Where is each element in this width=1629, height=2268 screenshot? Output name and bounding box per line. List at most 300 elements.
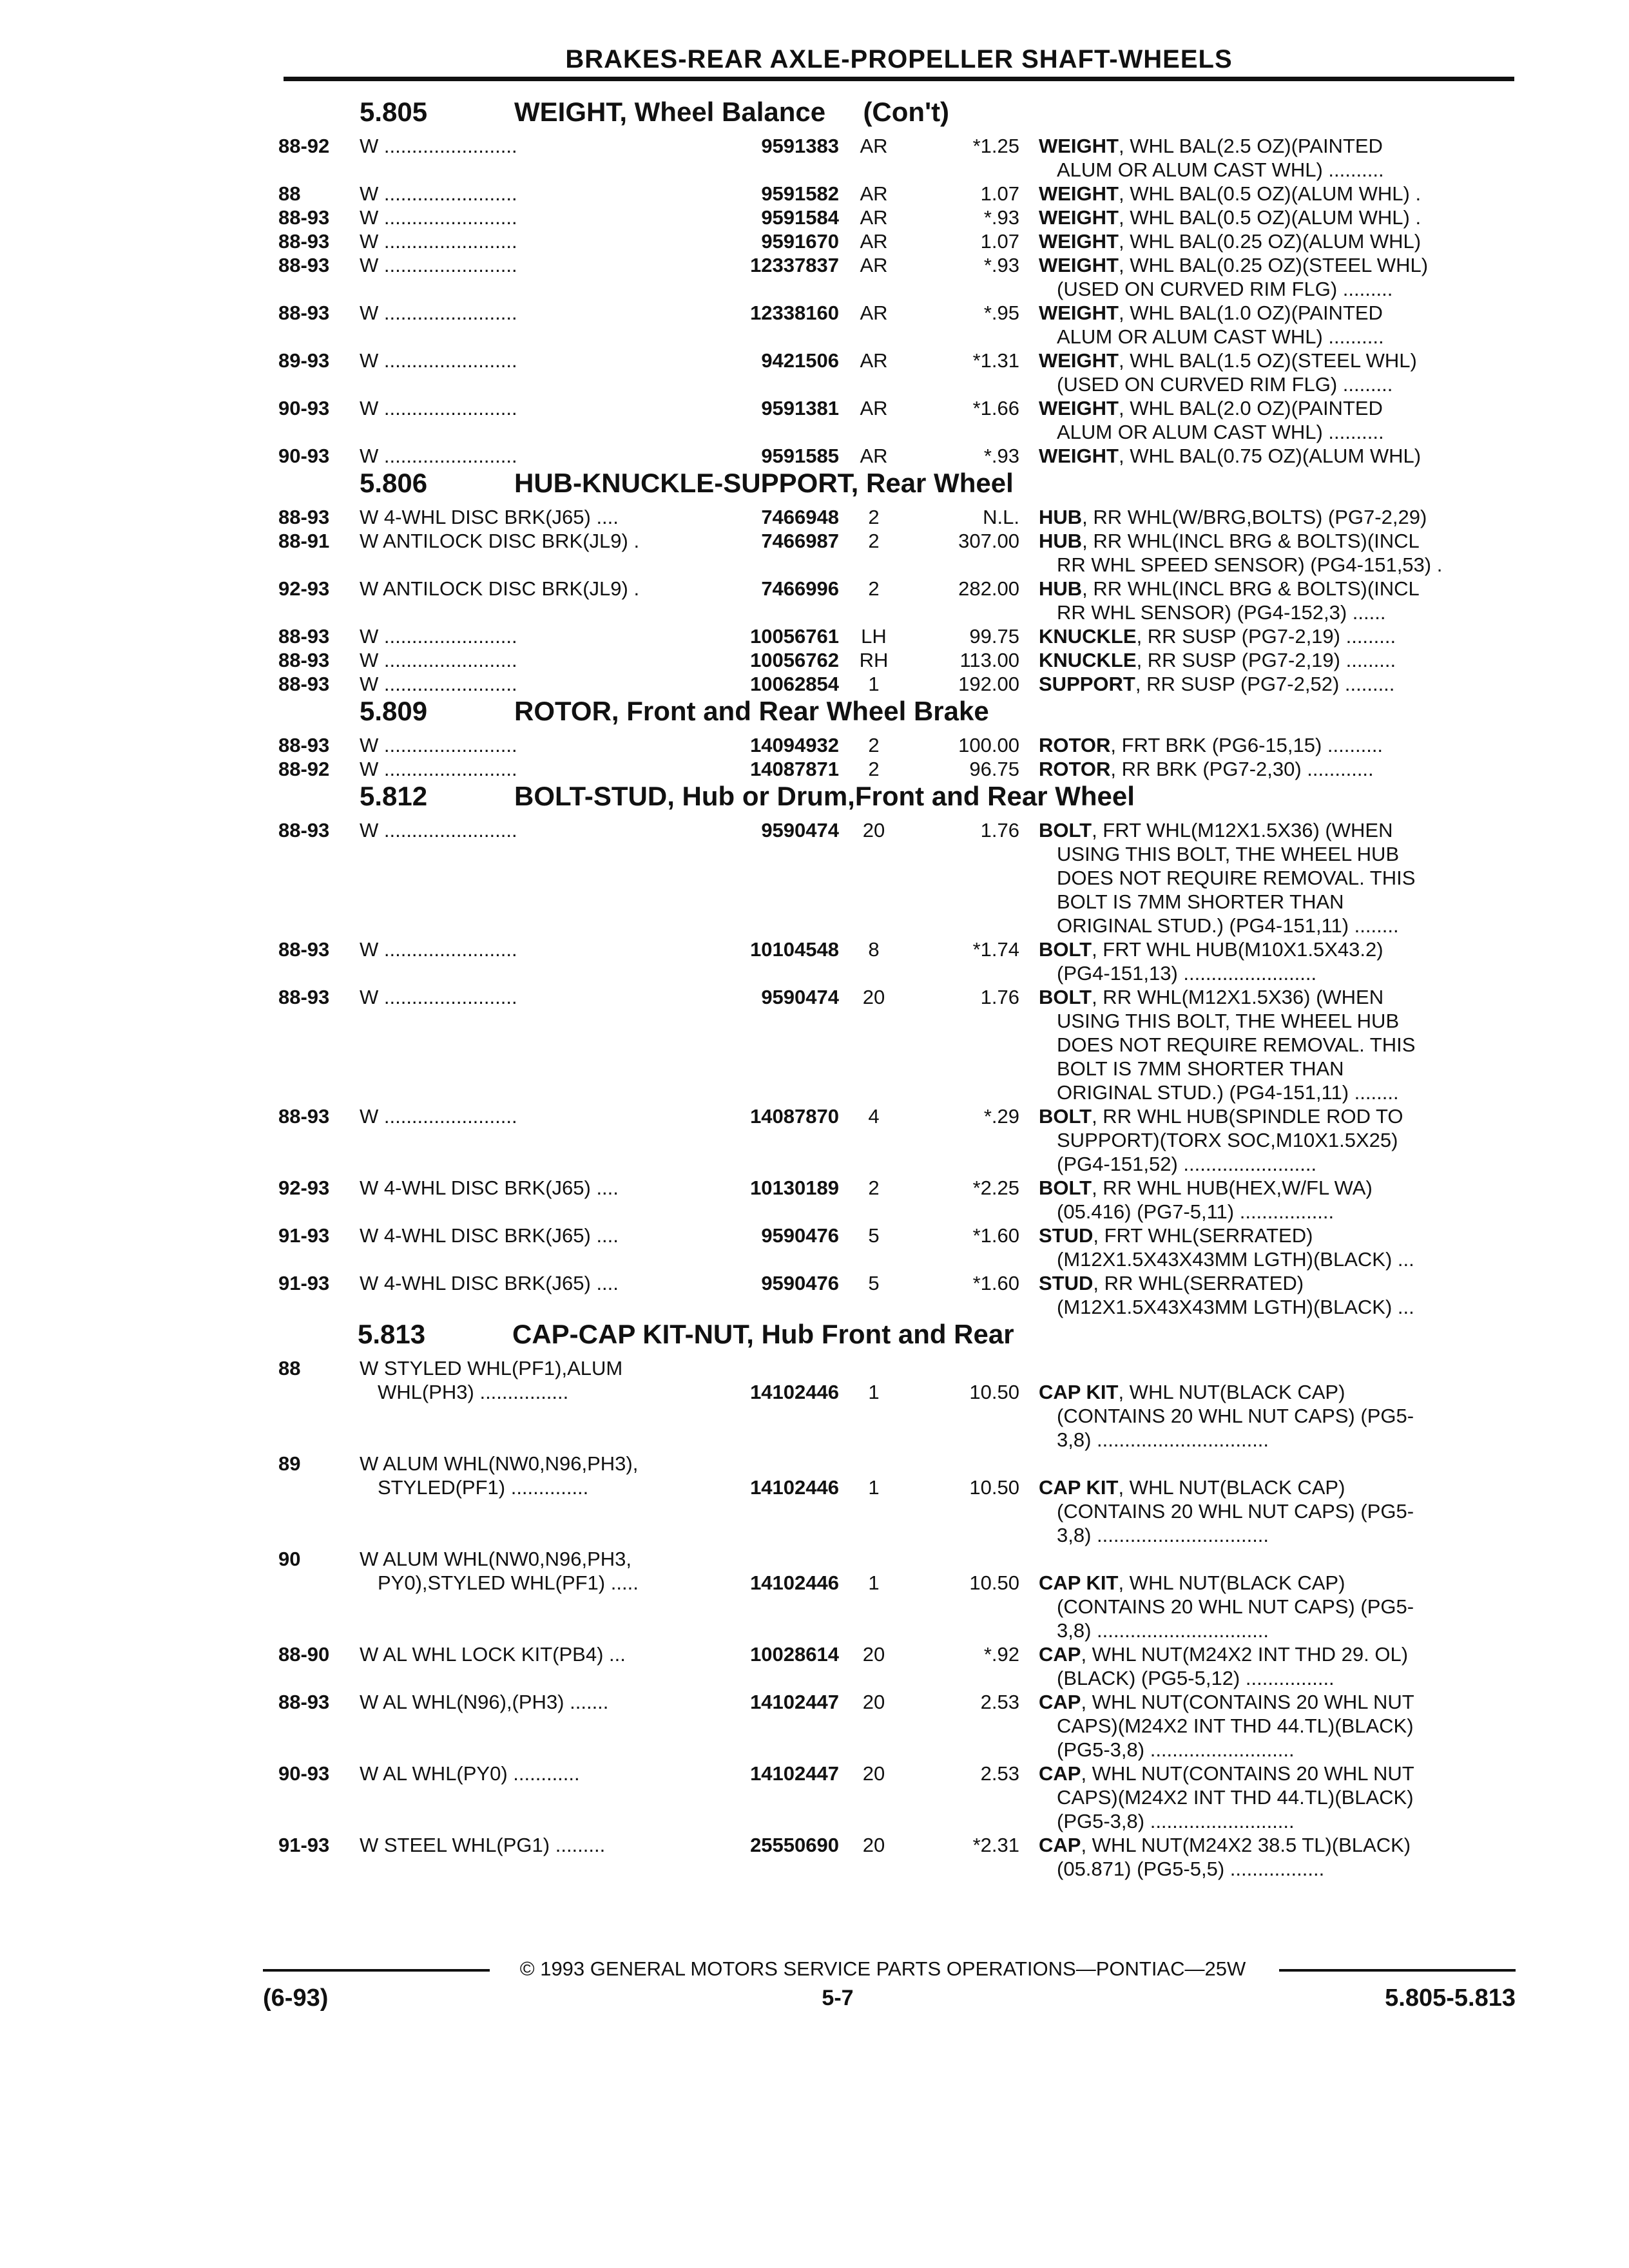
part-name-line: DOES NOT REQUIRE REMOVAL. THIS — [1057, 867, 1416, 889]
price: 10.50 — [969, 1381, 1019, 1403]
price: 1.76 — [980, 986, 1019, 1008]
part-name-line: (05.871) (PG5-5,5) ................. — [1057, 1858, 1325, 1880]
part-name — [1039, 1642, 1517, 1690]
price: *1.25 — [972, 135, 1019, 157]
part-number: 10130189 — [750, 1177, 839, 1199]
quantity: 5 — [868, 1272, 880, 1294]
price: *.93 — [983, 445, 1019, 467]
description-line: W ANTILOCK DISC BRK(JL9) . — [360, 577, 640, 600]
description-line: W ........................ — [360, 734, 517, 756]
quantity: 20 — [862, 1643, 885, 1666]
price: 1.07 — [980, 182, 1019, 205]
section-number: 5.813 — [358, 1319, 426, 1349]
part-number: 14094932 — [750, 734, 839, 756]
quantity: 2 — [868, 758, 880, 780]
part-name-keyword: CAP — [1039, 1691, 1081, 1713]
price: 100.00 — [958, 734, 1019, 756]
model-years: 88-93 — [278, 1691, 330, 1713]
description-line: W ........................ — [360, 673, 517, 695]
description-line: W ANTILOCK DISC BRK(JL9) . — [360, 530, 640, 552]
part-name-keyword: CAP KIT — [1039, 1381, 1119, 1403]
price: 307.00 — [958, 530, 1019, 552]
model-years: 90-93 — [278, 397, 330, 419]
part-number: 10028614 — [750, 1643, 839, 1666]
part-name — [1039, 182, 1517, 206]
part-name-line: HUB, RR WHL(INCL BRG & BOLTS)(INCL — [1039, 577, 1420, 600]
part-name — [1039, 396, 1517, 444]
part-name-line: ALUM OR ALUM CAST WHL) .......... — [1057, 325, 1384, 348]
application-description — [360, 757, 720, 781]
description-line: W ALUM WHL(NW0,N96,PH3), — [360, 1452, 639, 1475]
description-line: W 4-WHL DISC BRK(J65) .... — [360, 506, 619, 528]
part-name — [1039, 937, 1517, 985]
part-name-keyword: STUD — [1039, 1272, 1094, 1294]
description-line: W AL WHL(N96),(PH3) ....... — [360, 1691, 609, 1713]
model-years: 91-93 — [278, 1834, 330, 1856]
part-name-line: CAP, WHL NUT(CONTAINS 20 WHL NUT — [1039, 1762, 1414, 1785]
model-years: 88-93 — [278, 734, 330, 756]
quantity: 5 — [868, 1224, 880, 1247]
quantity: AR — [860, 302, 888, 324]
price: *1.60 — [972, 1272, 1019, 1294]
part-name-line: CAP, WHL NUT(CONTAINS 20 WHL NUT — [1039, 1691, 1414, 1713]
application-description — [360, 349, 720, 372]
section-number: 5.809 — [360, 696, 428, 726]
part-number: 10104548 — [750, 938, 839, 961]
section-number: 5.805 — [360, 97, 428, 127]
part-number: 7466948 — [761, 506, 839, 528]
model-years: 88-93 — [278, 506, 330, 528]
part-name-line: USING THIS BOLT, THE WHEEL HUB — [1057, 1010, 1400, 1032]
page-title: BRAKES-REAR AXLE-PROPELLER SHAFT-WHEELS — [284, 45, 1514, 81]
description-line: W ........................ — [360, 758, 517, 780]
part-name-line: 3,8) ............................... — [1057, 1428, 1269, 1451]
model-years: 88 — [278, 1357, 301, 1379]
footer-revision-date: (6-93) — [263, 1984, 329, 2012]
part-name — [1039, 985, 1517, 1104]
model-years: 88-93 — [278, 938, 330, 961]
part-name-keyword: BOLT — [1039, 1177, 1092, 1199]
price: 113.00 — [959, 649, 1019, 671]
part-name-keyword: CAP — [1039, 1762, 1081, 1785]
quantity: AR — [860, 230, 888, 253]
part-name — [1039, 1833, 1517, 1881]
part-name-line: ORIGINAL STUD.) (PG4-151,11) ........ — [1057, 914, 1399, 937]
part-name-keyword: ROTOR — [1039, 734, 1111, 756]
application-description — [360, 1176, 720, 1200]
part-name — [1039, 1176, 1517, 1224]
part-name-line: HUB, RR WHL(W/BRG,BOLTS) (PG7-2,29) — [1039, 506, 1427, 528]
price: 99.75 — [969, 625, 1019, 648]
part-name-line: SUPPORT, RR SUSP (PG7-2,52) ......... — [1039, 673, 1395, 695]
part-name-line: BOLT, RR WHL HUB(SPINDLE ROD TO — [1039, 1105, 1403, 1128]
quantity: AR — [860, 206, 888, 229]
price: 1.07 — [980, 230, 1019, 253]
model-years: 88-93 — [278, 625, 330, 648]
part-name-line: (05.416) (PG7-5,11) ................. — [1057, 1200, 1335, 1223]
part-name-line: CAPS)(M24X2 INT THD 44.TL)(BLACK) — [1057, 1715, 1414, 1737]
part-name-keyword: WEIGHT — [1039, 182, 1119, 205]
description-line: W ........................ — [360, 986, 517, 1008]
part-name — [1039, 1571, 1517, 1642]
part-name-keyword: CAP KIT — [1039, 1571, 1119, 1594]
part-number: 9421506 — [761, 349, 839, 372]
description-line: W ........................ — [360, 625, 517, 648]
part-name — [1039, 648, 1517, 672]
model-years: 88-93 — [278, 206, 330, 229]
part-name-line: BOLT, FRT WHL HUB(M10X1.5X43.2) — [1039, 938, 1383, 961]
price: *2.31 — [972, 1834, 1019, 1856]
part-number: 9590474 — [761, 819, 839, 841]
application-description — [360, 529, 720, 553]
model-years: 89 — [278, 1452, 301, 1475]
part-name-line: ORIGINAL STUD.) (PG4-151,11) ........ — [1057, 1081, 1399, 1104]
part-name-line: CAP KIT, WHL NUT(BLACK CAP) — [1039, 1381, 1345, 1403]
quantity: 2 — [868, 506, 880, 528]
part-name — [1039, 1224, 1517, 1271]
quantity: 1 — [868, 1476, 880, 1499]
application-description — [360, 1356, 720, 1404]
model-years: 88-93 — [278, 1105, 330, 1128]
model-years: 89-93 — [278, 349, 330, 372]
price: 2.53 — [980, 1762, 1019, 1785]
model-years: 91-93 — [278, 1224, 330, 1247]
section-number: 5.812 — [360, 781, 428, 811]
part-name-line: STUD, FRT WHL(SERRATED) — [1039, 1224, 1313, 1247]
part-name-keyword: ROTOR — [1039, 758, 1111, 780]
description-line: W 4-WHL DISC BRK(J65) .... — [360, 1177, 619, 1199]
part-name-keyword: WEIGHT — [1039, 230, 1119, 253]
quantity: 20 — [862, 1691, 885, 1713]
application-description — [360, 1271, 720, 1295]
model-years: 88-91 — [278, 530, 330, 552]
part-name-keyword: WEIGHT — [1039, 302, 1119, 324]
part-name-keyword: STUD — [1039, 1224, 1094, 1247]
description-line: W AL WHL LOCK KIT(PB4) ... — [360, 1643, 626, 1666]
model-years: 88-92 — [278, 135, 330, 157]
application-description — [360, 444, 720, 468]
model-years: 91-93 — [278, 1272, 330, 1294]
model-years: 88-93 — [278, 254, 330, 276]
price: 96.75 — [969, 758, 1019, 780]
model-years: 88-90 — [278, 1643, 330, 1666]
application-description — [360, 396, 720, 420]
part-name-keyword: WEIGHT — [1039, 254, 1119, 276]
part-name-line: WEIGHT, WHL BAL(1.5 OZ)(STEEL WHL) — [1039, 349, 1417, 372]
description-line: W ........................ — [360, 206, 517, 229]
quantity: 2 — [868, 1177, 880, 1199]
quantity: 2 — [868, 734, 880, 756]
description-line: W ........................ — [360, 1105, 517, 1128]
quantity: AR — [860, 349, 888, 372]
model-years: 90-93 — [278, 1762, 330, 1785]
part-name-keyword: HUB — [1039, 577, 1083, 600]
application-description — [360, 624, 720, 648]
footer-copyright: © 1993 GENERAL MOTORS SERVICE PARTS OPERATIONS—PONTIAC—25W — [519, 1957, 1246, 1980]
part-name-line: WEIGHT, WHL BAL(0.75 OZ)(ALUM WHL) — [1039, 445, 1422, 467]
application-description — [360, 301, 720, 325]
part-name — [1039, 1380, 1517, 1452]
part-name-line: SUPPORT)(TORX SOC,M10X1.5X25) — [1057, 1129, 1398, 1151]
section-number: 5.806 — [360, 468, 428, 498]
part-name-line: RR WHL SENSOR) (PG4-152,3) ...... — [1057, 601, 1386, 624]
part-name-line: CAP KIT, WHL NUT(BLACK CAP) — [1039, 1571, 1345, 1594]
part-number: 14102447 — [750, 1762, 839, 1785]
part-name — [1039, 1690, 1517, 1762]
part-name-line: (CONTAINS 20 WHL NUT CAPS) (PG5- — [1057, 1500, 1414, 1523]
part-name-line: (CONTAINS 20 WHL NUT CAPS) (PG5- — [1057, 1405, 1414, 1427]
section-title: HUB-KNUCKLE-SUPPORT, Rear Wheel — [514, 468, 1014, 498]
part-name — [1039, 206, 1517, 229]
quantity: AR — [860, 397, 888, 419]
part-name — [1039, 229, 1517, 253]
description-line: W STEEL WHL(PG1) ......... — [360, 1834, 606, 1856]
model-years: 88 — [278, 182, 301, 205]
price: *.93 — [983, 254, 1019, 276]
part-name-keyword: WEIGHT — [1039, 445, 1119, 467]
part-name-line: (CONTAINS 20 WHL NUT CAPS) (PG5- — [1057, 1595, 1414, 1618]
model-years: 88-93 — [278, 673, 330, 695]
application-description — [360, 505, 720, 529]
part-name-line: BOLT, FRT WHL(M12X1.5X36) (WHEN — [1039, 819, 1393, 841]
part-name — [1039, 577, 1517, 624]
application-description — [360, 1833, 720, 1857]
part-name-line: WEIGHT, WHL BAL(2.0 OZ)(PAINTED — [1039, 397, 1383, 419]
application-description — [360, 937, 720, 961]
quantity: 2 — [868, 530, 880, 552]
application-description — [360, 1452, 720, 1499]
application-description — [360, 577, 720, 601]
quantity: 1 — [868, 1571, 880, 1594]
description-line: WHL(PH3) ................ — [378, 1381, 569, 1403]
part-name-line: RR WHL SPEED SENSOR) (PG4-151,53) . — [1057, 553, 1443, 576]
model-years: 92-93 — [278, 1177, 330, 1199]
quantity: 20 — [862, 819, 885, 841]
description-line: W ........................ — [360, 938, 517, 961]
part-name-line: ALUM OR ALUM CAST WHL) .......... — [1057, 421, 1384, 443]
model-years: 90-93 — [278, 445, 330, 467]
part-name-keyword: KNUCKLE — [1039, 649, 1137, 671]
part-name-line: WEIGHT, WHL BAL(0.5 OZ)(ALUM WHL) . — [1039, 182, 1422, 205]
price: 10.50 — [969, 1476, 1019, 1499]
part-number: 9591585 — [761, 445, 839, 467]
price: *2.25 — [972, 1177, 1019, 1199]
price: 1.76 — [980, 819, 1019, 841]
part-name — [1039, 134, 1517, 182]
part-name-line: STUD, RR WHL(SERRATED) — [1039, 1272, 1304, 1294]
part-name-keyword: HUB — [1039, 530, 1083, 552]
model-years: 92-93 — [278, 577, 330, 600]
description-line: W ........................ — [360, 649, 517, 671]
part-number: 9590476 — [761, 1272, 839, 1294]
part-name-line: CAP, WHL NUT(M24X2 INT THD 29. OL) — [1039, 1643, 1409, 1666]
part-number: 14102447 — [750, 1691, 839, 1713]
quantity: AR — [860, 254, 888, 276]
part-name-keyword: CAP — [1039, 1643, 1081, 1666]
application-description — [360, 1547, 720, 1595]
part-number: 9591383 — [761, 135, 839, 157]
part-number: 14087870 — [750, 1105, 839, 1128]
part-name-line: KNUCKLE, RR SUSP (PG7-2,19) ......... — [1039, 625, 1396, 648]
description-line: STYLED(PF1) .............. — [378, 1476, 589, 1499]
part-name — [1039, 672, 1517, 696]
part-name-keyword: BOLT — [1039, 1105, 1092, 1128]
part-name-line: (M12X1.5X43X43MM LGTH)(BLACK) ... — [1057, 1296, 1414, 1318]
part-name-keyword: BOLT — [1039, 819, 1092, 841]
quantity: AR — [860, 445, 888, 467]
part-name-line: (M12X1.5X43X43MM LGTH)(BLACK) ... — [1057, 1248, 1414, 1271]
application-description — [360, 985, 720, 1009]
part-name-keyword: WEIGHT — [1039, 349, 1119, 372]
description-line: W ........................ — [360, 254, 517, 276]
part-name-line: CAP KIT, WHL NUT(BLACK CAP) — [1039, 1476, 1345, 1499]
application-description — [360, 206, 720, 229]
application-description — [360, 818, 720, 842]
quantity: 1 — [868, 673, 880, 695]
footer-page-number: 5-7 — [822, 1986, 854, 2010]
model-years: 88-92 — [278, 758, 330, 780]
part-name-keyword: SUPPORT — [1039, 673, 1135, 695]
part-number: 10062854 — [750, 673, 839, 695]
description-line: W ALUM WHL(NW0,N96,PH3, — [360, 1548, 632, 1570]
price: *1.74 — [972, 938, 1019, 961]
quantity: LH — [861, 625, 887, 648]
description-line: W 4-WHL DISC BRK(J65) .... — [360, 1272, 619, 1294]
footer-section-range: 5.805-5.813 — [1385, 1984, 1516, 2012]
part-name-keyword: WEIGHT — [1039, 206, 1119, 229]
model-years: 88-93 — [278, 819, 330, 841]
part-name — [1039, 818, 1517, 937]
price: *.93 — [983, 206, 1019, 229]
price: *1.31 — [972, 349, 1019, 372]
part-number: 9591584 — [761, 206, 839, 229]
application-description — [360, 733, 720, 757]
part-name-keyword: CAP — [1039, 1834, 1081, 1856]
part-name-line: ROTOR, FRT BRK (PG6-15,15) .......... — [1039, 734, 1383, 756]
quantity: 4 — [868, 1105, 880, 1128]
part-name — [1039, 1271, 1517, 1319]
quantity: AR — [860, 135, 888, 157]
part-number: 10056762 — [750, 649, 839, 671]
part-name-line: USING THIS BOLT, THE WHEEL HUB — [1057, 843, 1400, 865]
part-name-line: WEIGHT, WHL BAL(0.5 OZ)(ALUM WHL) . — [1039, 206, 1422, 229]
part-name — [1039, 349, 1517, 396]
part-name-line: (PG4-151,52) ........................ — [1057, 1153, 1317, 1175]
application-description — [360, 1762, 720, 1785]
quantity: 2 — [868, 577, 880, 600]
part-number: 9591582 — [761, 182, 839, 205]
part-name — [1039, 1104, 1517, 1176]
part-number: 9590476 — [761, 1224, 839, 1247]
part-name-keyword: WEIGHT — [1039, 397, 1119, 419]
description-line: W STYLED WHL(PF1),ALUM — [360, 1357, 623, 1379]
footer-rule-left — [263, 1969, 490, 1972]
part-number: 9590474 — [761, 986, 839, 1008]
description-line: W AL WHL(PY0) ............ — [360, 1762, 580, 1785]
part-name — [1039, 1475, 1517, 1547]
quantity: RH — [859, 649, 889, 671]
part-name — [1039, 444, 1517, 468]
part-name-line: DOES NOT REQUIRE REMOVAL. THIS — [1057, 1033, 1416, 1056]
application-description — [360, 1104, 720, 1128]
description-line: W ........................ — [360, 819, 517, 841]
part-name-line: (BLACK) (PG5-5,12) ................ — [1057, 1667, 1335, 1689]
part-name-keyword: BOLT — [1039, 938, 1092, 961]
description-line: W ........................ — [360, 349, 517, 372]
price: N.L. — [983, 506, 1019, 528]
part-number: 14102446 — [750, 1571, 839, 1594]
quantity: 20 — [862, 1834, 885, 1856]
application-description — [360, 229, 720, 253]
price: *.29 — [983, 1105, 1019, 1128]
application-description — [360, 134, 720, 158]
part-name-keyword: WEIGHT — [1039, 135, 1119, 157]
application-description — [360, 648, 720, 672]
part-name-line: WEIGHT, WHL BAL(2.5 OZ)(PAINTED — [1039, 135, 1383, 157]
description-line: W ........................ — [360, 302, 517, 324]
part-name-keyword: HUB — [1039, 506, 1083, 528]
part-name — [1039, 253, 1517, 301]
description-line: W ........................ — [360, 397, 517, 419]
quantity: 20 — [862, 1762, 885, 1785]
part-name — [1039, 529, 1517, 577]
price: 192.00 — [958, 673, 1019, 695]
part-name-line: WEIGHT, WHL BAL(0.25 OZ)(STEEL WHL) — [1039, 254, 1429, 276]
description-line: PY0),STYLED WHL(PF1) ..... — [378, 1571, 639, 1594]
part-name-line: BOLT, RR WHL(M12X1.5X36) (WHEN — [1039, 986, 1384, 1008]
part-name-keyword: KNUCKLE — [1039, 625, 1137, 648]
part-number: 25550690 — [750, 1834, 839, 1856]
part-name-line: (PG5-3,8) .......................... — [1057, 1810, 1295, 1832]
part-name-keyword: BOLT — [1039, 986, 1092, 1008]
part-number: 10056761 — [750, 625, 839, 648]
quantity: 8 — [868, 938, 880, 961]
part-name — [1039, 505, 1517, 529]
price: *1.60 — [972, 1224, 1019, 1247]
description-line: W ........................ — [360, 182, 517, 205]
model-years: 88-93 — [278, 649, 330, 671]
price: 282.00 — [958, 577, 1019, 600]
part-name-line: ROTOR, RR BRK (PG7-2,30) ............ — [1039, 758, 1374, 780]
part-name-line: 3,8) ............................... — [1057, 1524, 1269, 1546]
application-description — [360, 1642, 720, 1666]
part-number: 14102446 — [750, 1381, 839, 1403]
part-name-line: (USED ON CURVED RIM FLG) ......... — [1057, 278, 1393, 300]
part-name-line: BOLT, RR WHL HUB(HEX,W/FL WA) — [1039, 1177, 1373, 1199]
part-name-line: BOLT IS 7MM SHORTER THAN — [1057, 890, 1344, 913]
application-description — [360, 1224, 720, 1247]
part-name — [1039, 733, 1517, 757]
section-title: ROTOR, Front and Rear Wheel Brake — [514, 696, 989, 726]
part-number: 14087871 — [750, 758, 839, 780]
quantity: AR — [860, 182, 888, 205]
part-name-line: CAPS)(M24X2 INT THD 44.TL)(BLACK) — [1057, 1786, 1414, 1809]
application-description — [360, 672, 720, 696]
description-line: W ........................ — [360, 445, 517, 467]
part-name-line: (PG5-3,8) .......................... — [1057, 1738, 1295, 1761]
part-number: 12337837 — [750, 254, 839, 276]
quantity: 20 — [862, 986, 885, 1008]
part-name — [1039, 1762, 1517, 1833]
price: *.92 — [983, 1643, 1019, 1666]
price: *1.66 — [972, 397, 1019, 419]
part-name-line: HUB, RR WHL(INCL BRG & BOLTS)(INCL — [1039, 530, 1420, 552]
part-number: 9591381 — [761, 397, 839, 419]
price: *.95 — [983, 302, 1019, 324]
part-name-line: CAP, WHL NUT(M24X2 38.5 TL)(BLACK) — [1039, 1834, 1411, 1856]
part-name-line: WEIGHT, WHL BAL(1.0 OZ)(PAINTED — [1039, 302, 1383, 324]
part-name-line: WEIGHT, WHL BAL(0.25 OZ)(ALUM WHL) — [1039, 230, 1422, 253]
